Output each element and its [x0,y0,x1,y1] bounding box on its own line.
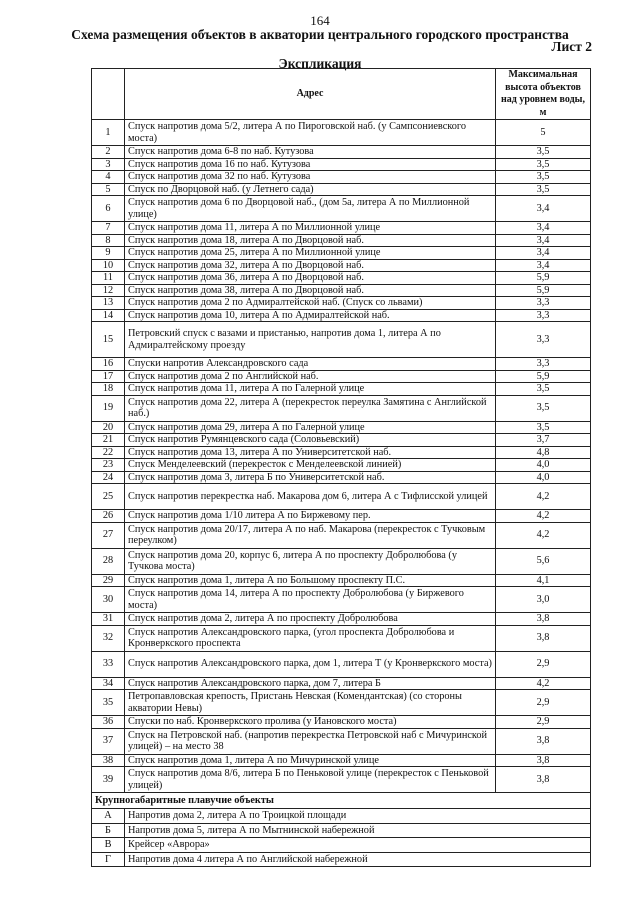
row-max-height: 3,8 [496,625,591,651]
row-max-height: 4,1 [496,574,591,587]
row-letter: В [92,838,125,853]
row-address: Спуск напротив Александровского парка, дом 1, литера Т (у Кронверкского моста) [125,651,496,677]
row-max-height: 5,9 [496,284,591,297]
row-number: 23 [92,459,125,472]
row-address: Спуск напротив дома 11, литера А по Галерной улице [125,383,496,396]
table-row [92,823,591,838]
row-number: 20 [92,421,125,434]
table-row [92,222,591,235]
table-row [92,395,591,421]
header-number [92,69,125,120]
row-letter: Г [92,852,125,867]
row-number: 21 [92,434,125,447]
table-row [92,716,591,729]
row-address: Спуски напротив Александровского сада [125,358,496,371]
row-address: Спуски по наб. Кронверкского пролива (у Иановского моста) [125,716,496,729]
row-address: Спуск напротив дома 38, литера А по Дворцовой наб. [125,284,496,297]
row-address: Спуск напротив дома 25, литера А по Миллионной улице [125,247,496,260]
row-address: Спуск напротив дома 5/2, литера А по Пироговской наб. (у Сампсониевского моста) [125,120,496,146]
table-row [92,471,591,484]
row-number: 3 [92,158,125,171]
row-max-height: 4,2 [496,510,591,523]
row-number: 38 [92,754,125,767]
table-row [92,120,591,146]
row-max-height: 3,3 [496,358,591,371]
row-address: Спуск напротив дома 8/6, литера Б по Пеньковой улице (перекресток с Пеньковой улицей) [125,767,496,793]
row-number: 37 [92,728,125,754]
row-max-height: 5,6 [496,548,591,574]
table-row [92,383,591,396]
table-row [92,754,591,767]
row-max-height: 4,2 [496,522,591,548]
row-address: Спуск напротив дома 6-8 по наб. Кутузова [125,146,496,159]
table-row [92,196,591,222]
row-max-height: 4,8 [496,446,591,459]
row-max-height: 3,3 [496,297,591,310]
section-title: Экспликация [278,56,362,71]
row-address: Спуск напротив дома 36, литера А по Дворцовой наб. [125,272,496,285]
row-letter: А [92,809,125,824]
row-max-height: 3,5 [496,421,591,434]
row-number: 17 [92,370,125,383]
row-number: 29 [92,574,125,587]
row-number: 18 [92,383,125,396]
table-row [92,852,591,867]
table-row [92,510,591,523]
table-row [92,446,591,459]
row-number: 27 [92,522,125,548]
row-address: Спуск напротив дома 18, литера А по Дворцовой наб. [125,234,496,247]
row-address: Спуск напротив Александровского парка, (угол проспекта Добролюбова и Кронверкского проспекта [125,625,496,651]
row-address: Спуск напротив дома 32, литера А по Дворцовой наб. [125,259,496,272]
row-max-height: 2,9 [496,651,591,677]
table-row [92,421,591,434]
row-number: 32 [92,625,125,651]
row-number: 12 [92,284,125,297]
row-address: Спуск напротив дома 11, литера А по Миллионной улице [125,222,496,235]
row-number: 30 [92,587,125,613]
row-max-height: 3,8 [496,613,591,626]
row-address: Спуск на Петровской наб. (напротив перекрестка Петровской наб с Мичуринской улицей) – на место 38 [125,728,496,754]
table-row [92,459,591,472]
row-max-height: 5,9 [496,370,591,383]
table-row [92,522,591,548]
row-number: 13 [92,297,125,310]
table-row [92,809,591,824]
row-number: 15 [92,322,125,358]
row-address: Спуск напротив Александровского парка, дом 7, литера Б [125,677,496,690]
table-row [92,183,591,196]
row-max-height: 3,5 [496,158,591,171]
row-number: 22 [92,446,125,459]
row-number: 1 [92,120,125,146]
row-address: Спуск напротив дома 13, литера А по Университетской наб. [125,446,496,459]
page-number: 164 [310,13,330,28]
table-row [92,247,591,260]
row-number: 11 [92,272,125,285]
table-row [92,548,591,574]
row-address: Спуск напротив дома 10, литера А по Адмиралтейской наб. [125,309,496,322]
row-address: Спуск напротив дома 1/10 литера А по Биржевому пер. [125,510,496,523]
row-number: 10 [92,259,125,272]
row-number: 19 [92,395,125,421]
row-number: 26 [92,510,125,523]
row-number: 39 [92,767,125,793]
row-max-height: 4,0 [496,459,591,472]
row-max-height: 3,8 [496,728,591,754]
row-max-height: 3,7 [496,434,591,447]
row-address: Спуск напротив дома 3, литера Б по Университетской наб. [125,471,496,484]
row-address: Напротив дома 4 литера А по Английской набережной [125,852,591,867]
row-address: Спуск напротив дома 14, литера А по проспекту Добролюбова (у Биржевого моста) [125,587,496,613]
row-letter: Б [92,823,125,838]
table-row [92,259,591,272]
row-max-height: 3,4 [496,234,591,247]
row-address: Спуск напротив дома 22, литера А (перекресток переулка Замятина с Английской наб.) [125,395,496,421]
row-max-height: 3,4 [496,259,591,272]
row-address: Спуск напротив дома 2, литера А по проспекту Добролюбова [125,613,496,626]
row-address: Спуск Менделеевский (перекресток с Менделеевской линией) [125,459,496,472]
row-number: 7 [92,222,125,235]
row-address: Спуск напротив Румянцевского сада (Соловьевский) [125,434,496,447]
row-address: Петровский спуск с вазами и пристанью, напротив дома 1, литера А по Адмиралтейскому проезду [125,322,496,358]
explication-table [91,68,591,867]
row-number: 28 [92,548,125,574]
row-number: 31 [92,613,125,626]
row-address: Крейсер «Аврора» [125,838,591,853]
table-row [92,434,591,447]
row-address: Спуск по Дворцовой наб. (у Летнего сада) [125,183,496,196]
row-max-height: 3,5 [496,171,591,184]
table-row [92,613,591,626]
header-address: Адрес [125,69,496,120]
table-row [92,370,591,383]
table-row [92,358,591,371]
table-row [92,322,591,358]
row-address: Спуск напротив дома 20/17, литера А по наб. Макарова (перекресток с Тучковым переулком) [125,522,496,548]
row-address: Спуск напротив дома 1, литера А по Большому проспекту П.С. [125,574,496,587]
sheet-label: Лист 2 [551,39,592,54]
table-row [92,284,591,297]
row-address: Спуск напротив дома 29, литера А по Галерной улице [125,421,496,434]
row-max-height: 3,5 [496,146,591,159]
table-row [92,625,591,651]
row-number: 33 [92,651,125,677]
document-title: Схема размещения объектов в акватории центрального городского пространства [71,27,569,42]
row-max-height: 3,0 [496,587,591,613]
row-number: 25 [92,484,125,510]
row-max-height: 3,3 [496,309,591,322]
row-max-height: 3,4 [496,222,591,235]
row-number: 4 [92,171,125,184]
row-max-height: 3,4 [496,247,591,260]
row-number: 24 [92,471,125,484]
row-max-height: 2,9 [496,690,591,716]
row-max-height: 3,5 [496,395,591,421]
row-max-height: 4,0 [496,471,591,484]
row-address: Спуск напротив дома 1, литера А по Мичуринской улице [125,754,496,767]
table-row [92,587,591,613]
row-address: Спуск напротив дома 20, корпус 6, литера А по проспекту Добролюбова (у Тучкова моста) [125,548,496,574]
table-row [92,677,591,690]
table-row [92,574,591,587]
row-max-height: 3,3 [496,322,591,358]
row-address: Спуск напротив дома 32 по наб. Кутузова [125,171,496,184]
floating-section-title: Крупногабаритные плавучие объекты [92,793,591,809]
table-row [92,309,591,322]
table-row [92,651,591,677]
row-number: 14 [92,309,125,322]
table-row [92,838,591,853]
table-row [92,728,591,754]
section-row [92,793,591,809]
row-number: 2 [92,146,125,159]
row-number: 34 [92,677,125,690]
row-number: 6 [92,196,125,222]
table-row [92,297,591,310]
row-address: Спуск напротив перекрестка наб. Макарова дом 6, литера А с Тифлисской улицей [125,484,496,510]
row-number: 35 [92,690,125,716]
row-max-height: 3,8 [496,754,591,767]
row-address: Спуск напротив дома 2 по Адмиралтейской наб. (Спуск со львами) [125,297,496,310]
table-row [92,272,591,285]
table-row [92,158,591,171]
row-address: Петропавловская крепость, Пристань Невская (Комендантская) (со стороны акватории Невы) [125,690,496,716]
row-address: Спуск напротив дома 6 по Дворцовой наб., (дом 5а, литера А по Миллионной улице) [125,196,496,222]
table-row [92,234,591,247]
row-max-height: 2,9 [496,716,591,729]
row-max-height: 3,4 [496,196,591,222]
table-row [92,484,591,510]
table-header-row [92,69,591,120]
row-max-height: 3,5 [496,383,591,396]
row-address: Напротив дома 2, литера А по Троицкой площади [125,809,591,824]
header-max-height: Максимальная высота объектов над уровнем воды, м [496,69,591,120]
row-number: 8 [92,234,125,247]
row-number: 5 [92,183,125,196]
row-number: 36 [92,716,125,729]
table-row [92,767,591,793]
row-number: 9 [92,247,125,260]
row-max-height: 3,8 [496,767,591,793]
row-max-height: 5 [496,120,591,146]
row-address: Напротив дома 5, литера А по Мытнинской набережной [125,823,591,838]
table-row [92,171,591,184]
row-number: 16 [92,358,125,371]
table-row [92,146,591,159]
row-max-height: 4,2 [496,677,591,690]
row-address: Спуск напротив дома 2 по Английской наб. [125,370,496,383]
row-max-height: 4,2 [496,484,591,510]
row-max-height: 5,9 [496,272,591,285]
row-max-height: 3,5 [496,183,591,196]
table-row [92,690,591,716]
row-address: Спуск напротив дома 16 по наб. Кутузова [125,158,496,171]
